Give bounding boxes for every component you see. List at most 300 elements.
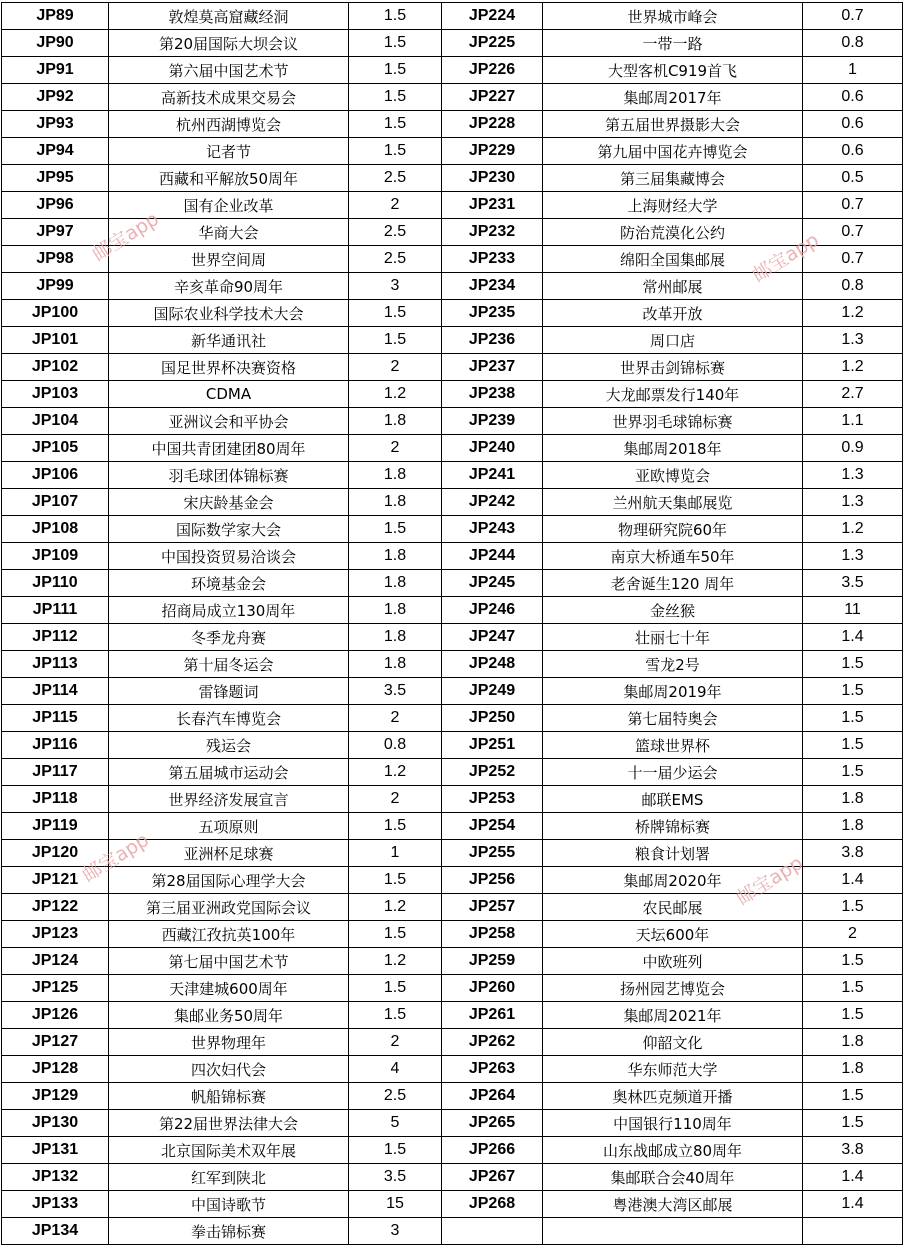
stamp-value: 2 <box>349 705 442 732</box>
watermark: 邮宝app <box>78 828 153 887</box>
table-row <box>2 300 903 327</box>
stamp-code: JP91 <box>2 57 109 84</box>
table-row <box>2 30 903 57</box>
stamp-title: 扬州园艺博览会 <box>543 975 803 1002</box>
stamp-code: JP95 <box>2 165 109 192</box>
watermark: 邮宝app <box>748 228 823 287</box>
stamp-code: JP121 <box>2 867 109 894</box>
stamp-code: JP246 <box>442 597 543 624</box>
table-row <box>2 948 903 975</box>
stamp-title: 第十届冬运会 <box>109 651 349 678</box>
stamp-code: JP116 <box>2 732 109 759</box>
stamp-value: 2 <box>349 354 442 381</box>
stamp-value: 1.5 <box>803 732 903 759</box>
stamp-value: 1.8 <box>349 462 442 489</box>
stamp-code: JP224 <box>442 3 543 30</box>
stamp-code: JP93 <box>2 111 109 138</box>
stamp-value: 1.5 <box>803 894 903 921</box>
stamp-code: JP228 <box>442 111 543 138</box>
table-row <box>2 1164 903 1191</box>
stamp-value: 0.9 <box>803 435 903 462</box>
table-row <box>2 489 903 516</box>
stamp-code: JP232 <box>442 219 543 246</box>
stamp-code: JP89 <box>2 3 109 30</box>
stamp-code: JP92 <box>2 84 109 111</box>
stamp-title: 邮联EMS <box>543 786 803 813</box>
stamp-code: JP134 <box>2 1218 109 1245</box>
stamp-title: 上海财经大学 <box>543 192 803 219</box>
stamp-value: 3.5 <box>803 570 903 597</box>
stamp-value: 2.7 <box>803 381 903 408</box>
stamp-code: JP226 <box>442 57 543 84</box>
stamp-title: 集邮周2018年 <box>543 435 803 462</box>
stamp-title: 世界空间周 <box>109 246 349 273</box>
stamp-code: JP230 <box>442 165 543 192</box>
stamp-code: JP225 <box>442 30 543 57</box>
stamp-code: JP253 <box>442 786 543 813</box>
stamp-code: JP260 <box>442 975 543 1002</box>
stamp-title: 世界物理年 <box>109 1029 349 1056</box>
stamp-title: 仰韶文化 <box>543 1029 803 1056</box>
stamp-title: 五项原则 <box>109 813 349 840</box>
stamp-code: JP100 <box>2 300 109 327</box>
stamp-code: JP107 <box>2 489 109 516</box>
stamp-title: 残运会 <box>109 732 349 759</box>
stamp-title: 天坛600年 <box>543 921 803 948</box>
table-row <box>2 462 903 489</box>
stamp-value: 1.5 <box>349 516 442 543</box>
stamp-code: JP240 <box>442 435 543 462</box>
stamp-title: 亚洲议会和平协会 <box>109 408 349 435</box>
stamp-code: JP265 <box>442 1110 543 1137</box>
stamp-code: JP108 <box>2 516 109 543</box>
table-row <box>2 975 903 1002</box>
table-row <box>2 1191 903 1218</box>
stamp-value: 1.3 <box>803 543 903 570</box>
stamp-title: 第三届亚洲政党国际会议 <box>109 894 349 921</box>
stamp-value: 0.8 <box>349 732 442 759</box>
stamp-value: 1.5 <box>349 30 442 57</box>
stamp-code: JP117 <box>2 759 109 786</box>
stamp-code: JP98 <box>2 246 109 273</box>
stamp-value: 1.5 <box>803 948 903 975</box>
stamp-code: JP122 <box>2 894 109 921</box>
stamp-title: 第20届国际大坝会议 <box>109 30 349 57</box>
stamp-value: 0.8 <box>803 273 903 300</box>
stamp-value: 1.4 <box>803 1164 903 1191</box>
stamp-title: 山东战邮成立80周年 <box>543 1137 803 1164</box>
stamp-value: 2 <box>349 192 442 219</box>
stamp-value: 1.5 <box>803 1110 903 1137</box>
table-row <box>2 1002 903 1029</box>
stamp-value: 2 <box>803 921 903 948</box>
stamp-title: 常州邮展 <box>543 273 803 300</box>
table-row <box>2 273 903 300</box>
stamp-value: 3.5 <box>349 1164 442 1191</box>
stamp-code: JP252 <box>442 759 543 786</box>
stamp-code: JP238 <box>442 381 543 408</box>
stamp-value: 0.8 <box>803 30 903 57</box>
stamp-value: 1.8 <box>349 408 442 435</box>
stamp-title: 集邮联合会40周年 <box>543 1164 803 1191</box>
table-row <box>2 1083 903 1110</box>
stamp-title <box>543 1218 803 1245</box>
table-row <box>2 732 903 759</box>
stamp-value: 1.5 <box>349 1137 442 1164</box>
stamp-value <box>803 1218 903 1245</box>
stamp-value: 0.5 <box>803 165 903 192</box>
stamp-value: 1.4 <box>803 624 903 651</box>
stamp-value: 1.5 <box>349 813 442 840</box>
stamp-code: JP264 <box>442 1083 543 1110</box>
stamp-value: 1.2 <box>803 300 903 327</box>
stamp-value: 11 <box>803 597 903 624</box>
stamp-code: JP120 <box>2 840 109 867</box>
table-row <box>2 570 903 597</box>
stamp-title: 天津建城600周年 <box>109 975 349 1002</box>
table-row <box>2 219 903 246</box>
stamp-code: JP99 <box>2 273 109 300</box>
stamp-code: JP268 <box>442 1191 543 1218</box>
stamp-title: 红军到陕北 <box>109 1164 349 1191</box>
stamp-code: JP254 <box>442 813 543 840</box>
stamp-code: JP267 <box>442 1164 543 1191</box>
stamp-code: JP247 <box>442 624 543 651</box>
table-row <box>2 867 903 894</box>
stamp-value: 2 <box>349 786 442 813</box>
stamp-title: 辛亥革命90周年 <box>109 273 349 300</box>
stamp-value: 1.4 <box>803 1191 903 1218</box>
stamp-value: 2.5 <box>349 165 442 192</box>
table-row <box>2 381 903 408</box>
table-row <box>2 894 903 921</box>
stamp-title: 大型客机C919首飞 <box>543 57 803 84</box>
stamp-value: 1.8 <box>803 813 903 840</box>
stamp-title: 冬季龙舟赛 <box>109 624 349 651</box>
stamp-title: 第28届国际心理学大会 <box>109 867 349 894</box>
stamp-value: 0.7 <box>803 219 903 246</box>
stamp-value: 0.6 <box>803 111 903 138</box>
stamp-value: 1.8 <box>349 624 442 651</box>
stamp-title: 防治荒漠化公约 <box>543 219 803 246</box>
stamp-title: 世界经济发展宣言 <box>109 786 349 813</box>
stamp-title: 中国诗歌节 <box>109 1191 349 1218</box>
stamp-code: JP106 <box>2 462 109 489</box>
stamp-code: JP124 <box>2 948 109 975</box>
stamp-title: 十一届少运会 <box>543 759 803 786</box>
stamp-value: 0.7 <box>803 192 903 219</box>
table-row <box>2 786 903 813</box>
stamp-code: JP257 <box>442 894 543 921</box>
stamp-title: 雪龙2号 <box>543 651 803 678</box>
table-row <box>2 813 903 840</box>
stamp-value: 1 <box>349 840 442 867</box>
table-row <box>2 192 903 219</box>
stamp-code: JP132 <box>2 1164 109 1191</box>
stamp-value: 3.5 <box>349 678 442 705</box>
stamp-title: 华东师范大学 <box>543 1056 803 1083</box>
stamp-code: JP127 <box>2 1029 109 1056</box>
stamp-title: 羽毛球团体锦标赛 <box>109 462 349 489</box>
stamp-code: JP249 <box>442 678 543 705</box>
stamp-value: 1.5 <box>803 705 903 732</box>
stamp-title: 绵阳全国集邮展 <box>543 246 803 273</box>
stamp-value: 1.5 <box>349 57 442 84</box>
stamp-title: 杭州西湖博览会 <box>109 111 349 138</box>
stamp-title: 新华通讯社 <box>109 327 349 354</box>
table-row <box>2 3 903 30</box>
table-row <box>2 597 903 624</box>
stamp-title: 华商大会 <box>109 219 349 246</box>
stamp-value: 1 <box>803 57 903 84</box>
stamp-code: JP125 <box>2 975 109 1002</box>
stamp-code: JP104 <box>2 408 109 435</box>
stamp-value: 1.3 <box>803 489 903 516</box>
table-row <box>2 435 903 462</box>
stamp-title: 桥牌锦标赛 <box>543 813 803 840</box>
stamp-title: 环境基金会 <box>109 570 349 597</box>
stamp-title: 改革开放 <box>543 300 803 327</box>
stamp-code: JP256 <box>442 867 543 894</box>
stamp-value: 1.8 <box>349 543 442 570</box>
table-row <box>2 678 903 705</box>
stamp-code: JP96 <box>2 192 109 219</box>
stamp-code: JP130 <box>2 1110 109 1137</box>
stamp-title: 集邮业务50周年 <box>109 1002 349 1029</box>
stamp-code: JP241 <box>442 462 543 489</box>
stamp-value: 1.5 <box>803 759 903 786</box>
stamp-title: 世界击剑锦标赛 <box>543 354 803 381</box>
stamp-value: 3 <box>349 1218 442 1245</box>
stamp-value: 1.3 <box>803 462 903 489</box>
stamp-value: 1.8 <box>803 1029 903 1056</box>
stamp-code: JP105 <box>2 435 109 462</box>
stamp-value: 1.5 <box>349 3 442 30</box>
stamp-title: 招商局成立130周年 <box>109 597 349 624</box>
stamp-title: 壮丽七十年 <box>543 624 803 651</box>
stamp-value: 2 <box>349 435 442 462</box>
table-row <box>2 1029 903 1056</box>
stamp-value: 1.5 <box>349 975 442 1002</box>
stamp-code: JP234 <box>442 273 543 300</box>
stamp-title: 拳击锦标赛 <box>109 1218 349 1245</box>
stamp-value: 15 <box>349 1191 442 1218</box>
stamp-code: JP263 <box>442 1056 543 1083</box>
stamp-title: 帆船锦标赛 <box>109 1083 349 1110</box>
stamp-value: 1.5 <box>349 327 442 354</box>
stamp-value: 1.5 <box>349 921 442 948</box>
stamp-title: 篮球世界杯 <box>543 732 803 759</box>
table-row <box>2 84 903 111</box>
stamp-title: 第七届特奥会 <box>543 705 803 732</box>
table-row <box>2 705 903 732</box>
stamp-value: 1.2 <box>349 381 442 408</box>
stamp-code: JP118 <box>2 786 109 813</box>
stamp-title: 第五届世界摄影大会 <box>543 111 803 138</box>
table-row <box>2 624 903 651</box>
stamp-code: JP231 <box>442 192 543 219</box>
stamp-code: JP250 <box>442 705 543 732</box>
stamp-code: JP235 <box>442 300 543 327</box>
stamp-value: 3 <box>349 273 442 300</box>
stamp-code: JP133 <box>2 1191 109 1218</box>
stamp-title: 记者节 <box>109 138 349 165</box>
stamp-code: JP90 <box>2 30 109 57</box>
table-row <box>2 111 903 138</box>
watermark: 邮宝app <box>732 851 807 910</box>
stamp-title: 中国投资贸易洽谈会 <box>109 543 349 570</box>
table-row <box>2 138 903 165</box>
table-row <box>2 1056 903 1083</box>
stamp-code: JP255 <box>442 840 543 867</box>
stamp-title: 集邮周2020年 <box>543 867 803 894</box>
table-row <box>2 408 903 435</box>
stamp-title: 第六届中国艺术节 <box>109 57 349 84</box>
stamp-title: 中国银行110周年 <box>543 1110 803 1137</box>
stamp-title: 国有企业改革 <box>109 192 349 219</box>
stamp-code: JP94 <box>2 138 109 165</box>
stamp-value: 1.5 <box>349 867 442 894</box>
stamp-code: JP128 <box>2 1056 109 1083</box>
stamp-value: 1.5 <box>349 138 442 165</box>
stamp-code: JP236 <box>442 327 543 354</box>
stamp-value: 0.7 <box>803 3 903 30</box>
stamp-value: 1.8 <box>349 651 442 678</box>
stamp-code: JP266 <box>442 1137 543 1164</box>
stamp-value: 5 <box>349 1110 442 1137</box>
stamp-value: 1.8 <box>349 597 442 624</box>
watermark: 邮宝app <box>88 207 163 266</box>
stamp-title: 奥林匹克频道开播 <box>543 1083 803 1110</box>
stamp-code: JP123 <box>2 921 109 948</box>
stamp-title: 集邮周2021年 <box>543 1002 803 1029</box>
stamp-code: JP233 <box>442 246 543 273</box>
stamp-value: 1.5 <box>803 651 903 678</box>
stamp-title: 世界羽毛球锦标赛 <box>543 408 803 435</box>
table-row <box>2 354 903 381</box>
stamp-title: 兰州航天集邮展览 <box>543 489 803 516</box>
stamp-value: 1.2 <box>803 516 903 543</box>
stamp-title: 金丝猴 <box>543 597 803 624</box>
table-row <box>2 57 903 84</box>
table-row <box>2 1137 903 1164</box>
stamp-code: JP112 <box>2 624 109 651</box>
stamp-title: 第三届集藏博会 <box>543 165 803 192</box>
stamp-value: 4 <box>349 1056 442 1083</box>
stamp-value: 2.5 <box>349 1083 442 1110</box>
stamp-value: 1.8 <box>803 1056 903 1083</box>
table-row <box>2 1110 903 1137</box>
stamp-code: JP97 <box>2 219 109 246</box>
stamp-value: 2 <box>349 1029 442 1056</box>
stamp-title: 第22届世界法律大会 <box>109 1110 349 1137</box>
stamp-title: 中国共青团建团80周年 <box>109 435 349 462</box>
stamp-code: JP237 <box>442 354 543 381</box>
stamp-code: JP245 <box>442 570 543 597</box>
stamp-title: 国足世界杯决赛资格 <box>109 354 349 381</box>
table-row <box>2 921 903 948</box>
table-row <box>2 516 903 543</box>
stamp-title: 高新技术成果交易会 <box>109 84 349 111</box>
stamp-value: 2.5 <box>349 246 442 273</box>
stamp-code: JP259 <box>442 948 543 975</box>
stamp-title: 雷锋题词 <box>109 678 349 705</box>
stamp-value: 0.6 <box>803 138 903 165</box>
table-row <box>2 543 903 570</box>
stamp-title: 南京大桥通车50年 <box>543 543 803 570</box>
stamp-code: JP115 <box>2 705 109 732</box>
stamp-title: 四次妇代会 <box>109 1056 349 1083</box>
stamp-code: JP129 <box>2 1083 109 1110</box>
stamp-value: 1.5 <box>349 300 442 327</box>
stamp-code: JP119 <box>2 813 109 840</box>
table-row <box>2 165 903 192</box>
stamp-value: 3.8 <box>803 840 903 867</box>
stamp-title: 农民邮展 <box>543 894 803 921</box>
stamp-title: 粮食计划署 <box>543 840 803 867</box>
stamp-title: 世界城市峰会 <box>543 3 803 30</box>
stamp-value: 1.8 <box>349 489 442 516</box>
stamp-code: JP102 <box>2 354 109 381</box>
stamp-value: 1.5 <box>349 111 442 138</box>
stamp-value: 1.5 <box>803 975 903 1002</box>
stamp-code: JP126 <box>2 1002 109 1029</box>
table-row <box>2 840 903 867</box>
stamp-code: JP229 <box>442 138 543 165</box>
stamp-code <box>442 1218 543 1245</box>
stamp-title: 中欧班列 <box>543 948 803 975</box>
stamp-code: JP262 <box>442 1029 543 1056</box>
stamp-value: 1.2 <box>349 948 442 975</box>
stamp-code: JP251 <box>442 732 543 759</box>
stamp-title: 国际数学家大会 <box>109 516 349 543</box>
stamp-title: 周口店 <box>543 327 803 354</box>
stamp-code: JP131 <box>2 1137 109 1164</box>
table-row <box>2 651 903 678</box>
stamp-code: JP101 <box>2 327 109 354</box>
stamp-value: 1.5 <box>349 84 442 111</box>
stamp-value: 1.8 <box>803 786 903 813</box>
stamp-value: 1.2 <box>349 759 442 786</box>
table-row <box>2 327 903 354</box>
stamp-code: JP244 <box>442 543 543 570</box>
stamp-code: JP227 <box>442 84 543 111</box>
stamp-code: JP243 <box>442 516 543 543</box>
stamp-value: 1.2 <box>349 894 442 921</box>
stamp-value: 1.1 <box>803 408 903 435</box>
stamp-code: JP111 <box>2 597 109 624</box>
stamp-title: 长春汽车博览会 <box>109 705 349 732</box>
stamp-value: 3.8 <box>803 1137 903 1164</box>
stamp-code: JP261 <box>442 1002 543 1029</box>
table-row <box>2 1218 903 1245</box>
stamp-value: 1.8 <box>349 570 442 597</box>
stamp-code: JP239 <box>442 408 543 435</box>
stamp-code: JP242 <box>442 489 543 516</box>
stamp-value: 0.6 <box>803 84 903 111</box>
stamp-value: 1.5 <box>803 1002 903 1029</box>
stamp-value: 1.5 <box>803 1083 903 1110</box>
stamp-code: JP248 <box>442 651 543 678</box>
stamp-value: 1.5 <box>803 678 903 705</box>
stamp-title: 北京国际美术双年展 <box>109 1137 349 1164</box>
stamp-title: 老舍诞生120 周年 <box>543 570 803 597</box>
stamp-title: 西藏和平解放50周年 <box>109 165 349 192</box>
stamp-code: JP113 <box>2 651 109 678</box>
stamp-title: 粤港澳大湾区邮展 <box>543 1191 803 1218</box>
stamp-title: 第九届中国花卉博览会 <box>543 138 803 165</box>
stamp-title: 集邮周2017年 <box>543 84 803 111</box>
